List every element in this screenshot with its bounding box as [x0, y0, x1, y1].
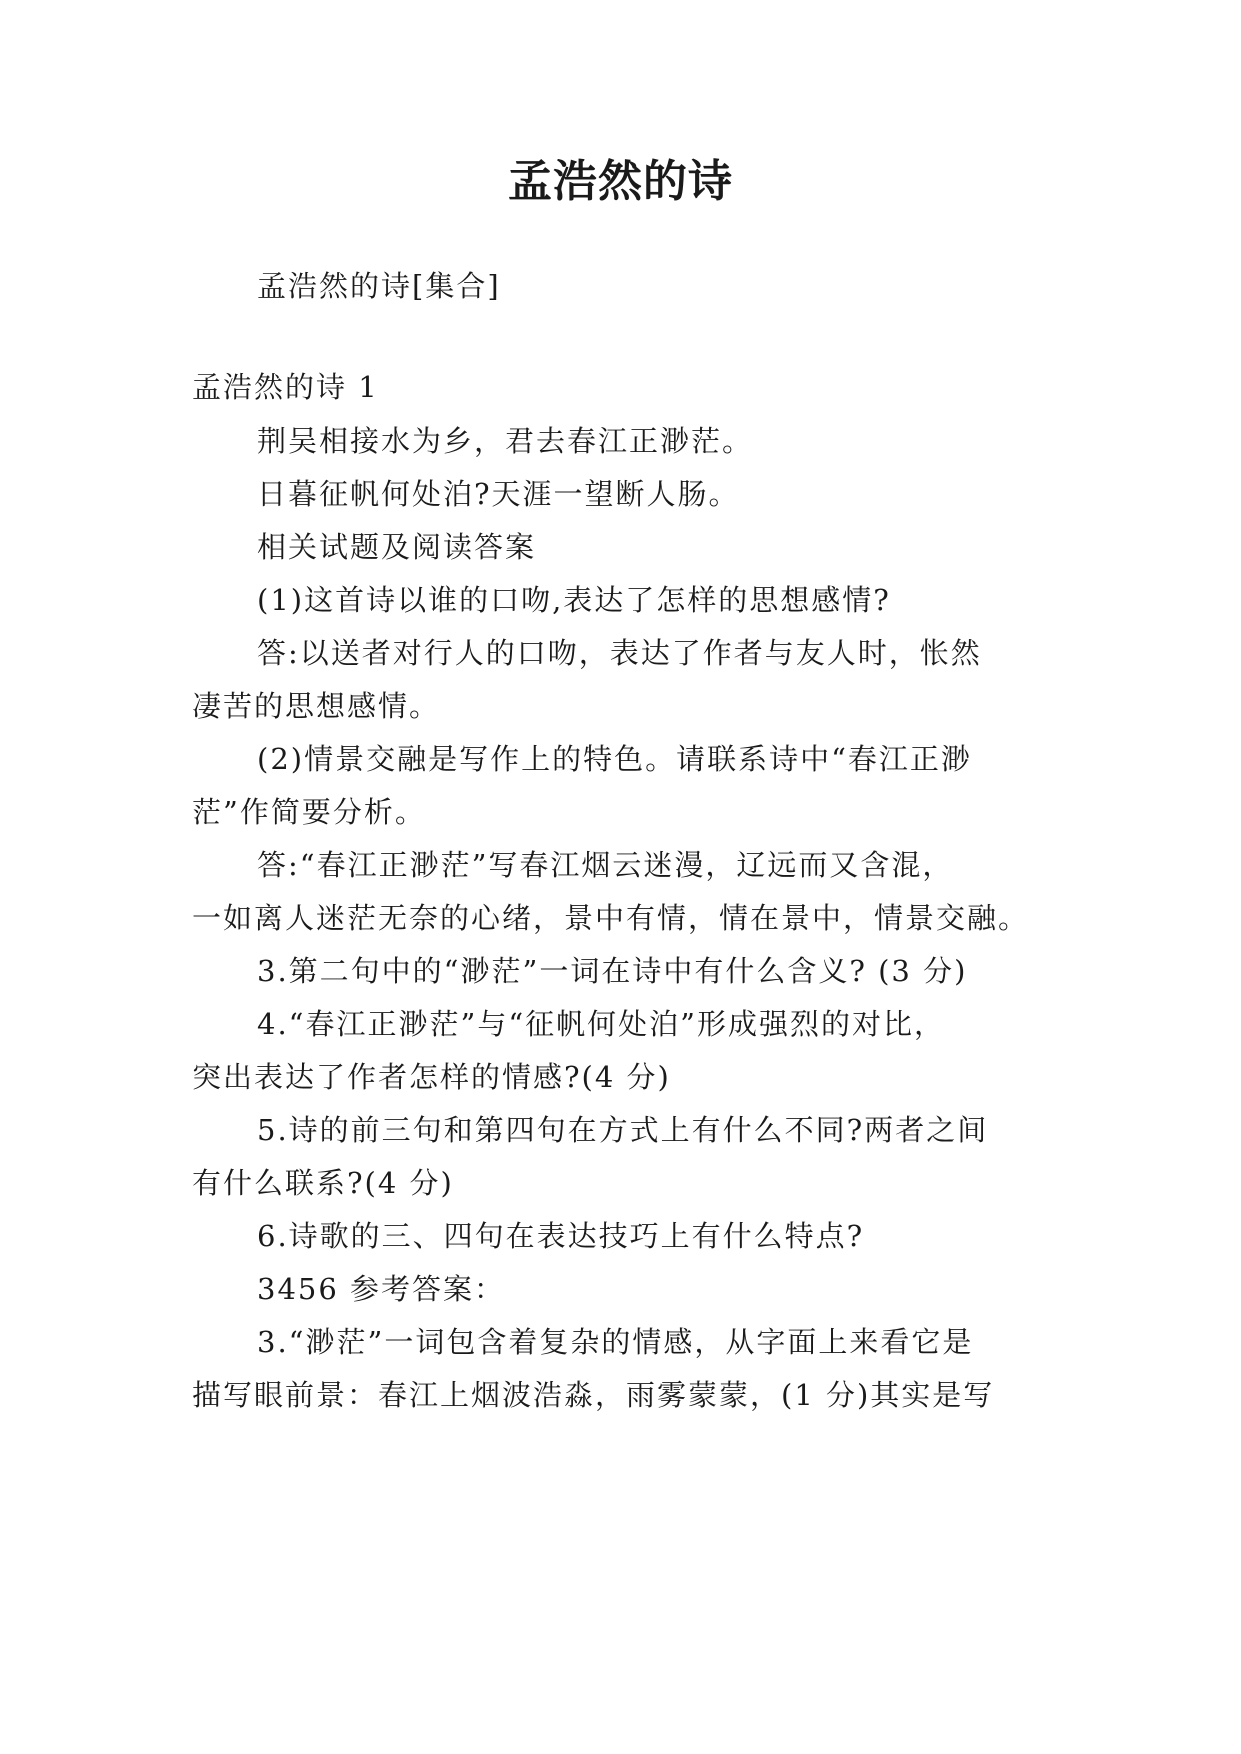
poem-line-2: 日暮征帆何处泊?天涯一望断人肠。	[257, 477, 740, 511]
question-2-line-2: 茫”作简要分析。	[192, 795, 426, 829]
questions-heading: 相关试题及阅读答案	[257, 530, 537, 564]
question-3: 3.第二句中的“渺茫”一词在诗中有什么含义? (3 分)	[257, 954, 968, 988]
poem-line-1: 荆吴相接水为乡，君去春江正渺茫。	[257, 424, 754, 458]
section-heading: 孟浩然的诗 1	[192, 370, 379, 404]
answer-1-line-2: 凄苦的思想感情。	[192, 689, 441, 723]
question-4-line-1: 4.“春江正渺茫”与“征帆何处泊”形成强烈的对比，	[257, 1007, 945, 1041]
question-4-line-2: 突出表达了作者怎样的情感?(4 分)	[192, 1060, 671, 1094]
answer-2-line-2: 一如离人迷茫无奈的心绪，景中有情，情在景中，情景交融。	[192, 901, 1030, 935]
question-5-line-1: 5.诗的前三句和第四句在方式上有什么不同?两者之间	[257, 1113, 989, 1147]
question-2-line-1: (2)情景交融是写作上的特色。请联系诗中“春江正渺	[257, 742, 972, 776]
answer-3-line-1: 3.“渺茫”一词包含着复杂的情感，从字面上来看它是	[257, 1325, 974, 1359]
answer-3-line-2: 描写眼前景：春江上烟波浩淼，雨雾蒙蒙，(1 分)其实是写	[192, 1378, 995, 1412]
document-title: 孟浩然的诗	[508, 156, 733, 207]
answer-1-line-1: 答:以送者对行人的口吻，表达了作者与友人时，怅然	[257, 636, 982, 670]
answers-heading: 3456 参考答案：	[257, 1272, 506, 1306]
question-5-line-2: 有什么联系?(4 分)	[192, 1166, 454, 1200]
document-subtitle: 孟浩然的诗[集合]	[257, 269, 501, 303]
question-6: 6.诗歌的三、四句在表达技巧上有什么特点?	[257, 1219, 865, 1253]
question-1: (1)这首诗以谁的口吻,表达了怎样的思想感情?	[257, 583, 891, 617]
answer-2-line-1: 答:“春江正渺茫”写春江烟云迷漫，辽远而又含混，	[257, 848, 954, 882]
